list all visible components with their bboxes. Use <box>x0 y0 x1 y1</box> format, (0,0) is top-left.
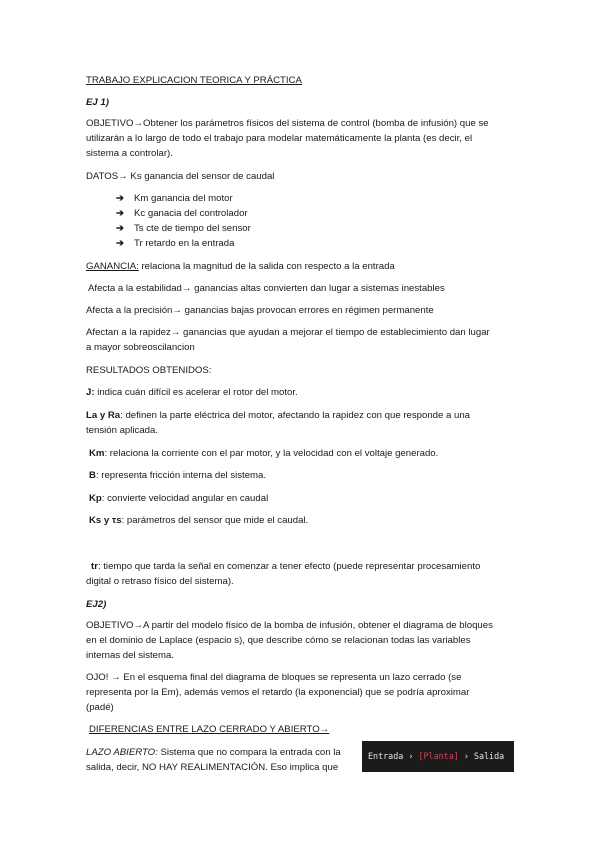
rapidez-line-2: a mayor sobreoscilancion <box>86 342 195 353</box>
snippet-planta: [Planta] <box>418 751 459 761</box>
bullet-text: Km ganancia del motor <box>134 193 233 204</box>
snippet-separator: › <box>403 751 419 761</box>
ks-label: Ks y τs <box>89 515 122 526</box>
lara-line-1 <box>86 408 470 423</box>
snippet-separator: › <box>458 751 474 761</box>
resultados-heading: RESULTADOS OBTENIDOS: <box>86 365 212 376</box>
snippet-entrada: Entrada <box>368 751 404 761</box>
document-title: TRABAJO EXPLICACION TEORICA Y PRÁCTICA <box>86 75 302 86</box>
ojo-line-1: OJO! → En el esquema final del diagrama de bloques se representa un lazo cerrado (se <box>86 672 462 683</box>
ks-text: : parámetros del sensor que mide el caudal. <box>121 515 309 526</box>
kp-line <box>89 491 268 506</box>
j-text: indica cuán difícil es acelerar el rotor del motor. <box>94 387 298 398</box>
ej2-heading: EJ2) <box>86 599 107 610</box>
lazo-abierto-label: LAZO ABIERTO: <box>86 747 158 758</box>
ojo-line-3: (padé) <box>86 702 114 713</box>
ojo-line-2: representa por la Em), además vemos el retardo (la exponencial) que se podría aproximar <box>86 687 470 698</box>
tr-text: : tiempo que tarda la señal en comenzar a tener efecto (puede representar procesamiento <box>97 561 481 572</box>
ej2-objetivo-line-2: en el dominio de Laplace (espacio s), que describe cómo se relacionan todas las variables <box>86 635 471 646</box>
arrow-right-icon: ➔ <box>116 223 125 234</box>
diferencias-heading: DIFERENCIAS ENTRE LAZO CERRADO Y ABIERTO→ <box>89 724 330 735</box>
datos-line: DATOS→ Ks ganancia del sensor de caudal <box>86 171 275 182</box>
ganancia-text: relaciona la magnitud de la salida con respecto a la entrada <box>138 261 395 272</box>
ej1-heading: EJ 1) <box>86 97 109 108</box>
kp-text: : convierte velocidad angular en caudal <box>101 493 269 504</box>
j-line <box>86 385 298 400</box>
lara-text: : definen la parte eléctrica del motor, afectando la rapidez con que responde a una <box>120 410 471 421</box>
bullet-item <box>116 191 233 206</box>
bullet-item <box>116 236 234 251</box>
bullet-item <box>116 221 251 236</box>
b-label: B <box>89 470 96 481</box>
lara-line-2: tensión aplicada. <box>86 425 159 436</box>
lara-label: La y Ra <box>86 410 121 421</box>
tr-line-1 <box>91 559 480 574</box>
b-line <box>89 468 266 483</box>
arrow-right-icon: ➔ <box>116 208 125 219</box>
j-label: J: <box>86 387 95 398</box>
arrow-right-icon: ➔ <box>116 238 125 249</box>
ej2-objetivo-line-1: OBJETIVO→A partir del modelo físico de la bomba de infusión, obtener el diagrama de bloques <box>86 620 493 631</box>
precision-line: Afecta a la precisión→ ganancias bajas provocan errores en régimen permanente <box>86 305 434 316</box>
rapidez-line-1: Afectan a la rapidez→ ganancias que ayudan a mejorar el tiempo de establecimiento dan lugar <box>86 327 490 338</box>
km-line <box>89 446 438 461</box>
ej1-objetivo-line-2: utilizarán a lo largo de todo el trabajo para modelar matemáticamente la planta (es decir, el <box>86 133 473 144</box>
bullet-text: Kc ganacia del controlador <box>134 208 248 219</box>
ks-line <box>89 513 308 528</box>
tr-line-2: digital o retraso físico del sistema). <box>86 576 234 587</box>
tr-label: tr <box>91 561 98 572</box>
ej1-objetivo-line-1: OBJETIVO→Obtener los parámetros físicos del sistema de control (bomba de infusión) que se <box>86 118 489 129</box>
ej2-objetivo-line-3: internas del sistema. <box>86 650 174 661</box>
bullet-item <box>116 206 248 221</box>
code-snippet-image <box>362 741 514 772</box>
estabilidad-line: Afecta a la estabilidad→ ganancias altas convierten dan lugar a sistemas inestables <box>88 283 445 294</box>
bullet-text: Ts cte de tiempo del sensor <box>134 223 251 234</box>
km-text: : relaciona la corriente con el par motor, y la velocidad con el voltaje generado. <box>104 448 439 459</box>
arrow-right-icon: ➔ <box>116 193 125 204</box>
bullet-text: Tr retardo en la entrada <box>134 238 235 249</box>
kp-label: Kp <box>89 493 102 504</box>
lazo-abierto-line-2: salida, decir, NO HAY REALIMENTACIÓN. Eso implica que <box>86 762 339 773</box>
ganancia-label: GANANCIA: <box>86 261 139 272</box>
km-label: Km <box>89 448 105 459</box>
lazo-abierto-line-1 <box>86 745 341 760</box>
b-text: : representa fricción interna del sistema. <box>95 470 267 481</box>
lazo-abierto-text: Sistema que no compara la entrada con la <box>157 747 341 758</box>
snippet-salida: Salida <box>473 751 505 761</box>
ganancia-line <box>86 259 395 274</box>
ej1-objetivo-line-3: sistema a controlar). <box>86 148 173 159</box>
